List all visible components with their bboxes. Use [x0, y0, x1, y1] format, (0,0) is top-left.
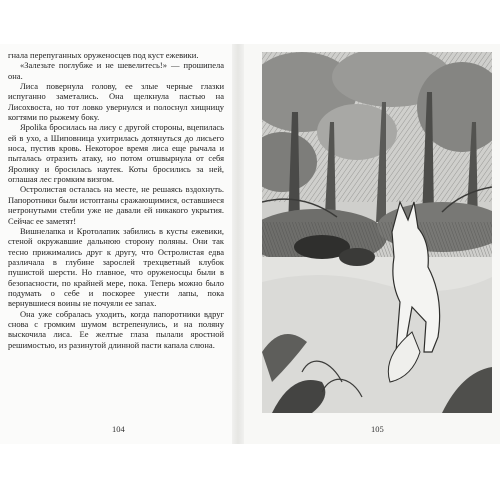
paragraph: Остролистая осталась на месте, не решаясь вздохнуть. Папоротники были истоптаны сражающимися, оставшиеся нетронутыми стебли уже не давали ей никакого укрытия. Сейчас ее заметят!	[8, 184, 224, 226]
left-page-text	[8, 50, 224, 350]
paragraph: «Залезьте поглубже и не шевелитесь!» — прошипела она.	[8, 60, 224, 81]
paragraph: Ярolika бросилась на лису с другой стороны, вцепилась ей в ухо, а Шиповница ухитрилась дотянуться до лисьего носа, пустив кровь. Некоторое время лиса еще рычала и пыталась отразить атаку, но потом отшвырнула от себя Яролику и бросилась наутек. Коты бросились за ней, оглашая лес громким визгом.	[8, 122, 224, 185]
paragraph: Лиса повернула голову, ее злые черные глазки испуганно заметались. Она щелкнула пастью на Лисохвоста, но тот ловко увернулся и полоснул хищницу когтями по рыжему боку.	[8, 81, 224, 123]
book-gutter	[232, 44, 244, 444]
page-number-right: 105	[371, 424, 384, 434]
paragraph: гнала перепуганных оруженосцев под куст ежевики.	[8, 50, 199, 60]
page-number-left: 104	[112, 424, 125, 434]
fox-in-forest-illustration-icon	[262, 52, 492, 413]
paragraph: Вишнелапка и Кротолапик забились в кусты ежевики, стеной окружавшие дальнюю сторону поляны. Они так тесно прижимались друг к другу, что Остролистая едва различала в глубине зарослей трехцветный клубок пушистой шерсти. Но главное, что оруженосцы были в безопасности, по крайней мере, пока. Теперь можно было подумать о себе и поскорее унести лапы, пока вернувшиеся воины не почуяли ее запах.	[8, 225, 224, 309]
paragraph: Она уже собралась уходить, когда папоротники вдруг снова с громким шумом встрепенулись, и на поляну выскочила лиса. Ее желтые глаза пылали яростной решимостью, из разинутой длинной пасти капала слюна.	[8, 308, 224, 350]
